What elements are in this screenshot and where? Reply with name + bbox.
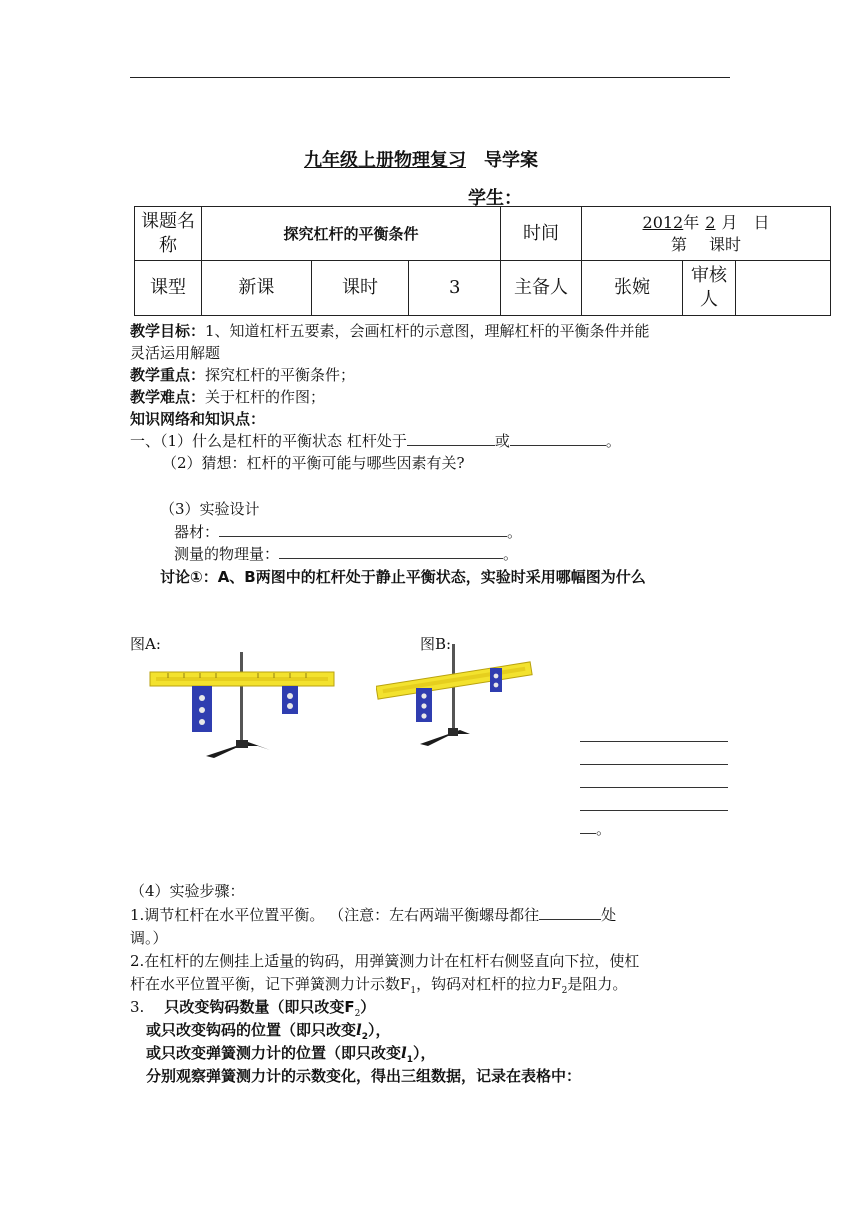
title-main: 九年级上册物理复习 [304,150,466,171]
day-unit: 日 [753,212,770,232]
discussion-1: 讨论①：A、B两图中的杠杆处于静止平衡状态，实验时采用哪幅图为什么 [160,568,646,586]
figure-a-lever-image [148,648,338,760]
answer-line-2[interactable] [580,764,728,765]
q1-end: 。 [605,432,621,450]
period-prefix: 第 [670,234,687,254]
reviewer-value [736,261,830,315]
figure-b-lever-image [376,640,536,752]
answer-end: 。 [596,820,612,838]
year-unit: 年 [683,212,700,232]
answer-line-5 [580,818,611,839]
topic-value: 探究杠杆的平衡条件 [202,207,501,261]
q1-blank-2[interactable] [510,431,606,446]
goal-text: 1、知道杠杆五要素，会画杠杆的示意图，理解杠杆的平衡条件并能 [205,322,650,340]
equipment-blank[interactable] [219,522,507,537]
step3-sub-a: 2 [354,1009,361,1019]
reviewer-label: 审核人 [683,261,736,315]
step-3 [130,996,375,1019]
step3-text-b: 或只改变钩码的位置（即只改变 [146,1021,357,1039]
month: 2 [705,212,716,232]
step2-text-b: ，钩码对杠杆的拉力F [416,975,562,993]
period-unit: 课时 [709,234,742,254]
preparer-label: 主备人 [501,261,582,316]
answer-line-4[interactable] [580,810,728,811]
lesson-info-table [134,206,831,316]
preparer-value: 张婉 [582,261,683,316]
q1-blank-1[interactable] [407,431,495,446]
period-blank [687,235,709,254]
q1-or: 或 [494,432,510,450]
difficulty-text: 关于杠杆的作图； [205,388,326,406]
question-3: （3）实验设计 [160,500,260,518]
step-3-option-b [146,1019,391,1042]
step3-var-b: l [356,1021,362,1039]
step3-text-a: 只改变钩码数量（即只改变F [164,998,355,1016]
goal-line-2: 灵活运用解题 [130,344,221,362]
figure-a-label: 图A: [130,635,161,653]
measure-blank[interactable] [279,544,503,559]
step1-blank[interactable] [539,905,601,920]
step-1-cont: 调。） [130,929,168,947]
difficulty-label: 教学难点： [130,388,206,406]
goal-label: 教学目标： [130,322,206,340]
period-line [586,234,826,256]
key-text: 探究杠杆的平衡条件； [205,366,356,384]
step2-text-c: 是阻力。 [567,975,628,993]
equipment-label: 器材： [174,523,220,541]
measure-line [174,543,518,564]
step3-sub-b: 2 [361,1032,368,1042]
question-1 [130,430,621,451]
day-blank [737,213,753,232]
reviewer-cell [683,261,831,316]
step3-var-c: l [401,1044,407,1062]
question-2: （2）猜想：杠杆的平衡可能与哪些因素有关? [162,454,465,472]
date-line [586,212,826,234]
page-title [288,146,538,172]
key-line [130,364,355,385]
time-label: 时间 [501,207,582,261]
step-1 [130,904,616,925]
step1-suffix: 处 [601,906,617,924]
q1-text: 一、（1）什么是杠杆的平衡状态 杠杆处于 [130,432,407,450]
hours-value: 3 [409,261,501,316]
header-rule [130,77,730,78]
step-3-instruction: 分别观察弹簧测力计的示数变化，得出三组数据，记录在表格中： [146,1067,582,1085]
type-value: 新课 [202,261,312,316]
answer-blank-short[interactable] [580,819,596,834]
step1-text: 1.调节杠杆在水平位置平衡。 （注意：左右两端平衡螺母都往 [130,906,540,924]
question-4: （4）实验步骤： [130,882,245,900]
answer-line-3[interactable] [580,787,728,788]
step-2: 2.在杠杆的左侧挂上适量的钩码，用弹簧测力计在杠杆右侧竖直向下拉，使杠 [130,952,640,970]
title-suffix: 导学案 [484,150,538,171]
step3-end-b: ）， [367,1021,391,1039]
topic-label: 课题名称 [135,207,202,261]
student-label: 学生： [468,188,522,209]
goal-line [130,320,650,341]
hours-label: 课时 [311,261,409,316]
equipment-end: 。 [507,523,523,541]
step2-sub-1: 1 [410,986,417,996]
equipment-line [174,521,522,542]
type-label: 课型 [135,261,202,316]
step3-sub-c: 1 [406,1055,413,1065]
step2-text-a: 杆在水平位置平衡，记下弹簧测力计示数F [130,975,411,993]
step-3-option-c [146,1042,436,1065]
figure-b-label: 图B: [420,635,452,653]
year: 2012 [642,212,684,232]
measure-end: 。 [503,545,519,563]
date-cell [582,207,831,261]
step-2-cont [130,973,627,996]
measure-label: 测量的物理量： [174,545,280,563]
step3-end-a: ） [360,998,376,1016]
answer-line-1[interactable] [580,741,728,742]
month-unit: 月 [721,212,738,232]
knowledge-heading: 知识网络和知识点： [130,410,266,428]
step2-sub-2: 2 [561,986,568,996]
step3-number: 3. [130,998,145,1016]
difficulty-line [130,386,325,407]
step3-text-c: 或只改变弹簧测力计的位置（即只改变 [146,1044,402,1062]
key-label: 教学重点： [130,366,206,384]
step3-end-c: ）， [412,1044,436,1062]
